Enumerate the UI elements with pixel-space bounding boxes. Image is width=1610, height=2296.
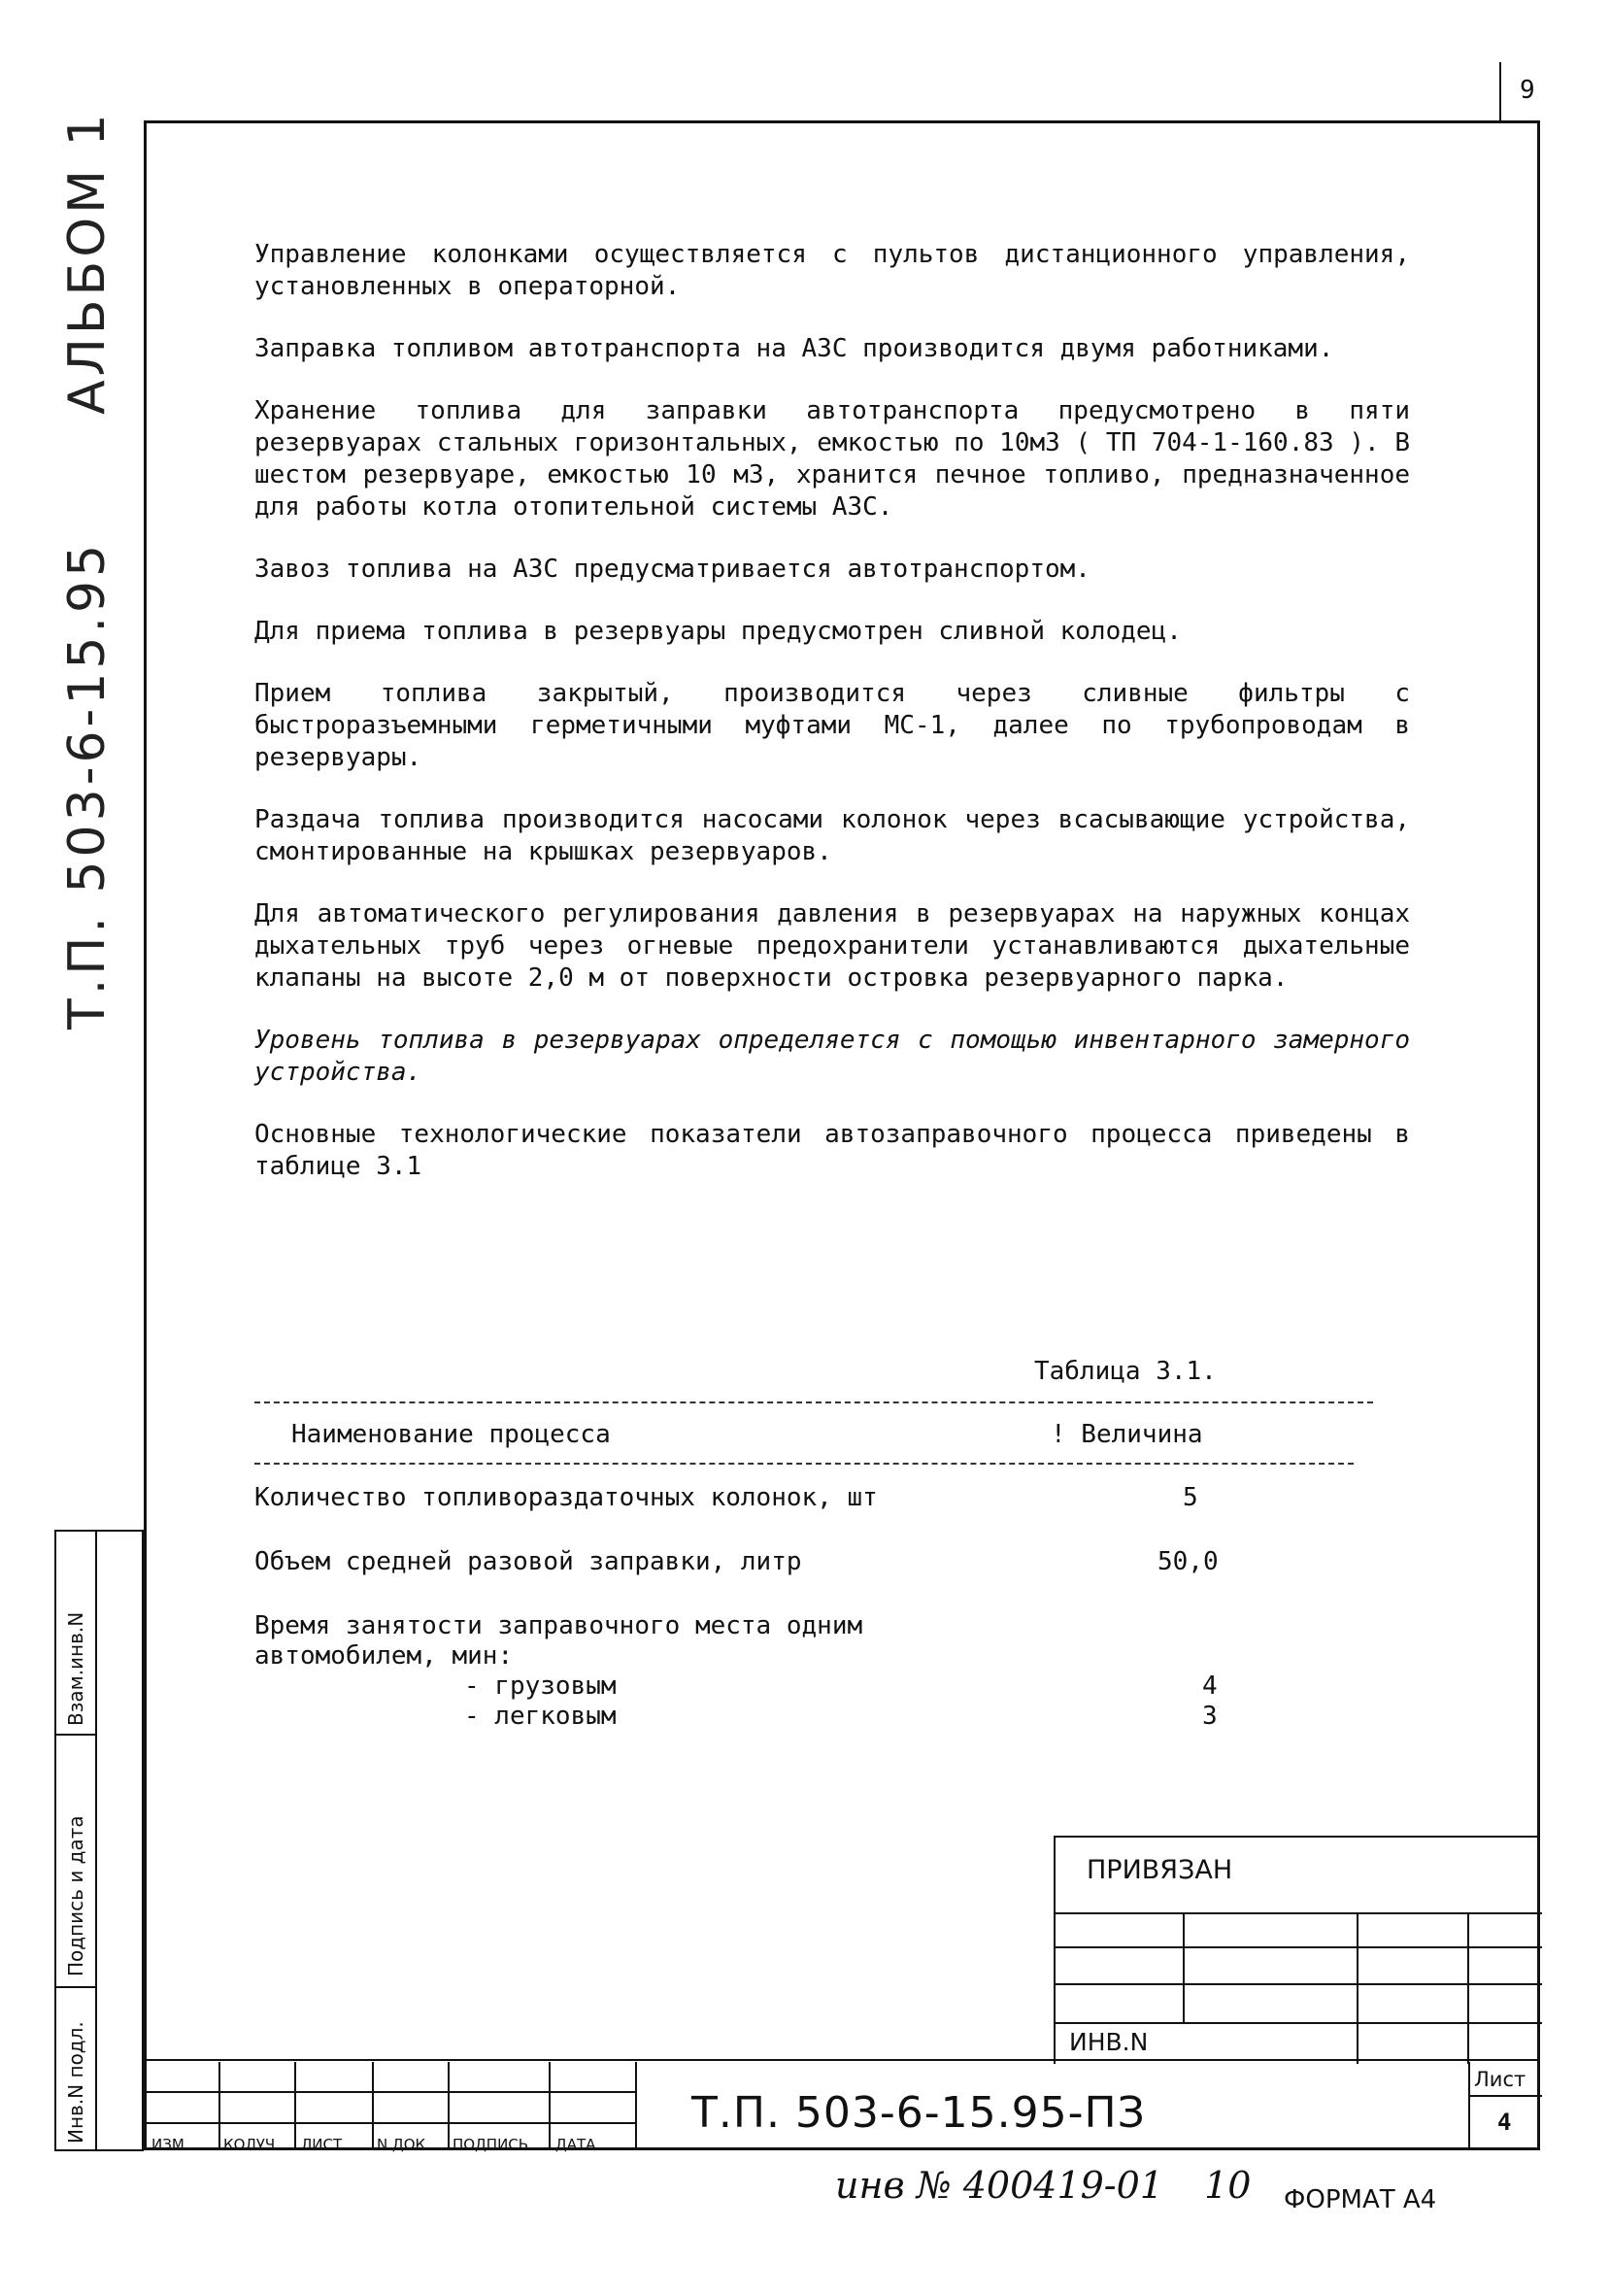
table-row-name: Количество топливораздаточных колонок, шт [254,1483,878,1512]
grid-divider [218,2062,220,2150]
side-album: АЛЬБОМ 1 [58,110,117,415]
paragraph: Для приема топлива в резервуары предусмотрен сливной колодец. [254,617,1182,646]
col-list: ЛИСТ [301,2136,343,2153]
privyazan-label: ПРИВЯЗАН [1087,1855,1233,1885]
paragraph: Раздача топлива производится насосами колонок через всасывающие устройства, смонтированные на крышках резервуаров. [254,805,1410,866]
grid-divider [549,2062,551,2150]
grid-divider [635,2062,637,2150]
grid-divider [294,2062,296,2150]
body-text [254,239,1410,1213]
paragraph: Уровень топлива в резервуарах определяется с помощью инвентарного замерного устройства. [254,1026,1410,1087]
side-stamp [54,1530,144,2151]
paragraph: Заправка топливом автотранспорта на АЗС производится двумя работниками. [254,334,1334,363]
revision-grid [144,2062,637,2153]
privyazan-divider [1467,1912,1469,2064]
sheet-rule [1470,2095,1542,2097]
table-top-rule [254,1401,1373,1403]
inventory-text: инв № 400419-01 [835,2164,1163,2207]
inv-n-label: ИНВ.N [1069,2028,1149,2056]
grid-divider [372,2062,374,2150]
table-group-title: Время занятости заправочного места одним [254,1611,863,1640]
privyazan-block [1054,1836,1540,2064]
sheet-number: 4 [1497,2109,1512,2136]
col-izm: ИЗМ. [151,2136,189,2153]
privyazan-divider [1357,1912,1358,2064]
table-header-name: Наименование процесса [291,1420,611,1449]
side-doc-number: Т.П. 503-6-15.95 [58,540,117,1030]
paragraph: Управление колонками осуществляется с пультов дистанционного управления, установленных в операторной. [254,240,1410,301]
page-number-divider [1499,62,1501,122]
sheet-box [1468,2062,1540,2150]
paragraph: Завоз топлива на АЗС предусматривается автотранспортом. [254,555,1090,584]
col-podpis: ПОДПИСЬ [453,2136,529,2153]
col-data: ДАТА [555,2136,596,2153]
paragraph: Прием топлива закрытый, производится через сливные фильтры с быстроразъемными герметичными муфтами МС-1, далее по трубопроводам в резервуары. [254,679,1410,772]
table-row-value: 50,0 [1157,1547,1219,1576]
stamp-label-vzam: Взам.инв.N [64,1611,87,1726]
grid-divider [448,2062,450,2150]
side-title [58,58,117,1030]
title-block-top-rule [144,2059,1540,2061]
format-label: ФОРМАТ А4 [1284,2185,1437,2214]
table-group-title: автомобилем, мин: [254,1641,514,1671]
handwritten-inventory [835,2164,1251,2207]
table-row-value: 5 [1183,1483,1198,1512]
col-koluch: КОЛУЧ. [223,2136,280,2153]
paragraph: Для автоматического регулирования давления в резервуарах на наружных концах дыхательных труб через огневые предохранители устанавливаются дыхательные клапаны на высоте 2,0 м от поверхности островка резервуарного парка. [254,899,1410,993]
page-number: 9 [1520,76,1535,105]
table-row-name: - грузовым [464,1671,617,1701]
copies-count: 10 [1204,2164,1252,2207]
table-header-value: ! Величина [1051,1420,1203,1449]
table-row-value: 4 [1202,1671,1218,1701]
stamp-label-inv: Инв.N подл. [64,2021,87,2144]
table-row-name: Объем средней разовой заправки, литр [254,1547,802,1576]
table-header-rule [254,1463,1354,1465]
paragraph: Хранение топлива для заправки автотранспорта предусмотрено в пяти резервуарах стальных горизонтальных, емкостью по 10м3 ( ТП 704-1-160.83 ). В шестом резервуаре, емкостью 10 м3, хранится печное топливо, предназначенное для работы котла отопительной системы АЗС. [254,396,1410,522]
document-number: Т.П. 503-6-15.95-ПЗ [691,2088,1146,2138]
paragraph: Основные технологические показатели автозаправочного процесса приведены в таблице 3.1 [254,1120,1410,1181]
privyazan-divider [1183,1912,1185,2022]
table-row-value: 3 [1202,1702,1218,1731]
table-row-name: - легковым [464,1702,617,1731]
table-caption: Таблица 3.1. [1034,1357,1217,1386]
stamp-label-podpis: Подпись и дата [64,1815,87,1976]
sheet-label: Лист [1474,2068,1526,2091]
col-ndok: N ДОК. [377,2136,430,2153]
